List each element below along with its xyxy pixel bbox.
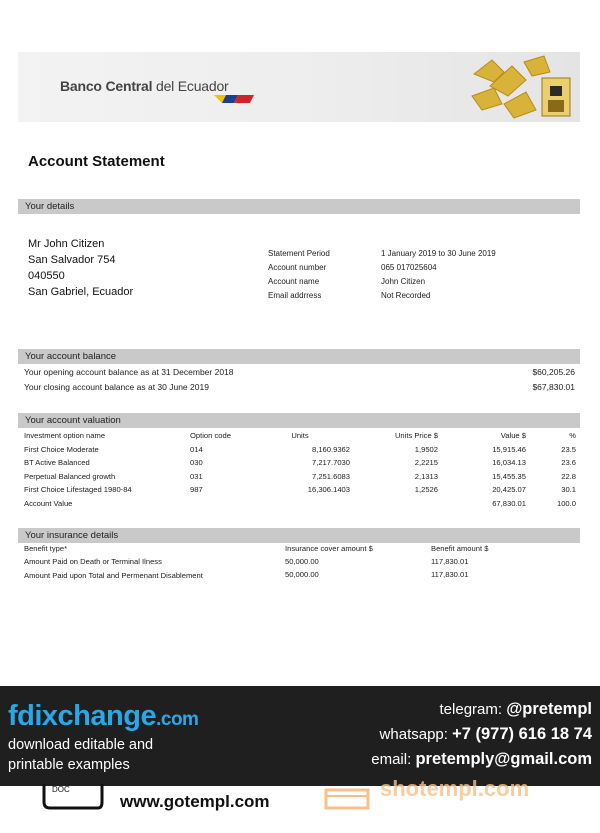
- watermark-contacts: [371, 697, 592, 772]
- document-icon: [42, 784, 104, 810]
- cell: 16,306.1403: [307, 485, 350, 495]
- bank-name: [60, 78, 229, 94]
- address-line: 040550: [28, 270, 65, 282]
- bank-name-rest: del Ecuador: [152, 78, 229, 94]
- detail-label: Statement Period: [268, 249, 330, 258]
- cell: 50,000.00: [285, 570, 319, 579]
- cell: First Choice Moderate: [24, 444, 99, 454]
- section-account-balance: Your account balance: [18, 349, 580, 364]
- watermark-tagline: download editable and printable examples: [8, 737, 154, 773]
- insurance-table: [24, 544, 551, 583]
- col-header: Benefit type*: [24, 544, 68, 553]
- table-total-row: [24, 497, 576, 511]
- cell: 030: [190, 458, 203, 468]
- address-line: San Salvador 754: [28, 254, 116, 266]
- col-header: Units: [291, 431, 309, 441]
- whatsapp-line: whatsapp: +7 (977) 616 18 74: [379, 725, 592, 743]
- cell: 2,1313: [414, 471, 438, 481]
- cell: 2,2215: [414, 458, 438, 468]
- detail-value: Not Recorded: [381, 291, 431, 300]
- cell: 117,830.01: [431, 570, 469, 579]
- cell: 23.5: [561, 444, 576, 454]
- telegram-handle[interactable]: @pretempl: [506, 700, 592, 718]
- section-account-valuation: Your account valuation: [18, 413, 580, 428]
- detail-value: 1 January 2019 to 30 June 2019: [381, 249, 496, 258]
- detail-label: Account number: [268, 263, 327, 272]
- brand-tld: .com: [156, 709, 199, 730]
- cell: 30.1: [561, 485, 576, 495]
- col-header: Option code: [190, 431, 231, 441]
- detail-label: Email addrress: [268, 291, 322, 300]
- table-header-row: [24, 429, 576, 443]
- statement-details-values: [381, 247, 496, 303]
- cell: 8,160.9362: [311, 444, 350, 454]
- table-row: [24, 443, 576, 457]
- cell: 1,9502: [414, 444, 438, 454]
- cell: 20,425.07: [492, 485, 526, 495]
- opening-balance-label: Your opening account balance as at 31 December 2018: [24, 367, 234, 377]
- cell: 22.8: [561, 471, 576, 481]
- total-pct: 100.0: [556, 498, 576, 508]
- valuation-table: [24, 429, 576, 510]
- statement-details-labels: [268, 247, 330, 303]
- table-row: [24, 570, 551, 583]
- cell: 23.6: [561, 458, 576, 468]
- total-label: Account Value: [24, 498, 73, 508]
- cell: 50,000.00: [285, 557, 319, 566]
- bottom-ghost-text: shotempl.com: [380, 776, 530, 801]
- cell: Amount Paid on Death or Terminal Ilness: [24, 557, 162, 566]
- cell: 16,034.13: [492, 458, 526, 468]
- table-row: [24, 557, 551, 570]
- brand-main: fdixchange: [8, 700, 157, 732]
- section-your-details: Your details: [18, 199, 580, 214]
- telegram-line: telegram: @pretempl: [439, 700, 592, 718]
- col-header: Units Price $: [394, 431, 438, 441]
- cell: 7,251.6083: [311, 471, 350, 481]
- table-row: [24, 456, 576, 470]
- table-header-row: [24, 544, 551, 557]
- page-title: Account Statement: [28, 153, 165, 170]
- closing-balance-label: Your closing account balance as at 30 June 2019: [24, 382, 209, 392]
- address-line: Mr John Citizen: [28, 238, 105, 250]
- email-address[interactable]: pretemply@gmail.com: [415, 750, 592, 768]
- section-insurance-details: Your insurance details: [18, 528, 580, 543]
- bottom-site-link[interactable]: www.gotempl.com: [120, 792, 270, 811]
- flag-stripe-icon: [214, 95, 254, 103]
- cell: 117,830.01: [431, 557, 469, 566]
- svg-text:DOC: DOC: [52, 785, 70, 794]
- col-header: Value $: [500, 431, 526, 441]
- col-header: Investment option name: [24, 431, 106, 441]
- cell: 15,915.46: [492, 444, 526, 454]
- closing-balance-value: $67,830.01: [532, 382, 575, 392]
- bank-header: [18, 52, 580, 122]
- cell: BT Active Balanced: [24, 458, 90, 468]
- bank-emblem-icon: [464, 52, 574, 122]
- whatsapp-number[interactable]: +7 (977) 616 18 74: [452, 725, 592, 743]
- email-line: email: pretemply@gmail.com: [371, 750, 592, 768]
- col-header: %: [569, 431, 576, 441]
- cell: 7,217.7030: [311, 458, 350, 468]
- total-value: 67,830.01: [492, 498, 526, 508]
- cell: 014: [190, 444, 203, 454]
- customer-address: [28, 236, 133, 300]
- cell: Perpetual Balanced growth: [24, 471, 116, 481]
- opening-balance-value: $60,205.26: [532, 367, 575, 377]
- detail-label: Account name: [268, 277, 320, 286]
- bank-name-bold: Banco Central: [60, 78, 153, 94]
- cell: 987: [190, 485, 203, 495]
- col-header: Benefit amount $: [431, 544, 489, 553]
- cell: Amount Paid upon Total and Permenant Disablement: [24, 571, 203, 580]
- cell: 15,455.35: [492, 471, 526, 481]
- detail-value: 065 017025604: [381, 263, 437, 272]
- cell: First Choice Lifestaged 1980-84: [24, 485, 132, 495]
- table-row: [24, 483, 576, 497]
- detail-value: John Citizen: [381, 277, 426, 286]
- table-row: [24, 470, 576, 484]
- document-ghost-icon: [324, 786, 370, 810]
- col-header: Insurance cover amount $: [285, 544, 373, 553]
- cell: 031: [190, 471, 203, 481]
- address-line: San Gabriel, Ecuador: [28, 286, 134, 298]
- cell: 1,2526: [414, 485, 438, 495]
- watermark-brand: [8, 700, 198, 733]
